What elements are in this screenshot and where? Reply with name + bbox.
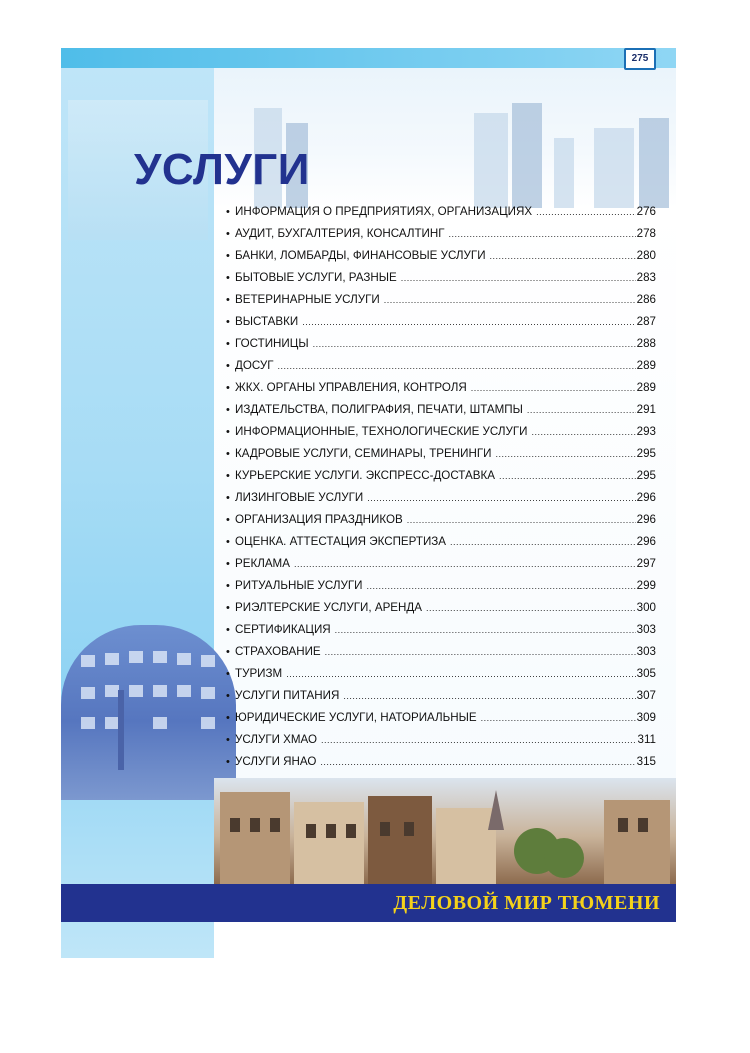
toc-item-page: 296 — [636, 513, 656, 526]
toc-item-page: 297 — [636, 557, 656, 570]
monument-spire — [118, 690, 124, 770]
toc-item-page: 305 — [636, 667, 656, 680]
toc-item[interactable] — [226, 623, 656, 645]
bullet-icon: • — [226, 514, 230, 526]
toc-item-page: 293 — [636, 425, 656, 438]
toc-item-label: ИЗДАТЕЛЬСТВА, ПОЛИГРАФИЯ, ПЕЧАТИ, ШТАМПЫ — [235, 403, 523, 416]
dot-leader — [313, 339, 636, 349]
toc-item-page: 315 — [636, 755, 656, 768]
toc-item[interactable] — [226, 249, 656, 271]
bullet-icon: • — [226, 382, 230, 394]
toc-item-label: ОРГАНИЗАЦИЯ ПРАЗДНИКОВ — [235, 513, 403, 526]
toc-item[interactable] — [226, 601, 656, 623]
toc-item[interactable] — [226, 293, 656, 315]
banner-title: ДЕЛОВОЙ МИР ТЮМЕНИ — [393, 892, 660, 914]
toc-item[interactable] — [226, 557, 656, 579]
dot-leader — [302, 317, 635, 327]
toc-item-page: 288 — [636, 337, 656, 350]
toc-item[interactable] — [226, 359, 656, 381]
toc-item-page: 307 — [636, 689, 656, 702]
toc-item[interactable] — [226, 733, 656, 755]
bullet-icon: • — [226, 668, 230, 680]
dot-leader — [532, 427, 636, 437]
toc-item-label: ЮРИДИЧЕСКИЕ УСЛУГИ, НАТОРИАЛЬНЫЕ — [235, 711, 477, 724]
toc-item[interactable] — [226, 381, 656, 403]
dot-leader — [294, 559, 636, 569]
toc-item-label: ВЕТЕРИНАРНЫЕ УСЛУГИ — [235, 293, 380, 306]
church-spire — [488, 790, 504, 830]
bullet-icon: • — [226, 272, 230, 284]
section-title: УСЛУГИ — [134, 145, 310, 194]
toc-item-page: 296 — [636, 535, 656, 548]
bullet-icon: • — [226, 492, 230, 504]
toc-item[interactable] — [226, 403, 656, 425]
dot-leader — [335, 625, 636, 635]
dot-leader — [426, 603, 636, 613]
bullet-icon: • — [226, 360, 230, 372]
toc-item-page: 296 — [636, 491, 656, 504]
street-photo — [214, 778, 676, 884]
bullet-icon: • — [226, 228, 230, 240]
dot-leader — [325, 647, 636, 657]
toc-item[interactable] — [226, 469, 656, 491]
dot-leader — [407, 515, 636, 525]
bullet-icon: • — [226, 470, 230, 482]
toc-item-page: 289 — [636, 381, 656, 394]
toc-item-label: КУРЬЕРСКИЕ УСЛУГИ. ЭКСПРЕСС-ДОСТАВКА — [235, 469, 495, 482]
toc-list — [226, 205, 656, 777]
toc-item-page: 303 — [636, 623, 656, 636]
toc-item-label: БАНКИ, ЛОМБАРДЫ, ФИНАНСОВЫЕ УСЛУГИ — [235, 249, 486, 262]
toc-item[interactable] — [226, 645, 656, 667]
toc-item-page: 289 — [636, 359, 656, 372]
toc-item[interactable] — [226, 579, 656, 601]
bullet-icon: • — [226, 558, 230, 570]
toc-item[interactable] — [226, 491, 656, 513]
toc-item-label: РИТУАЛЬНЫЕ УСЛУГИ — [235, 579, 363, 592]
bullet-icon: • — [226, 316, 230, 328]
toc-item-label: БЫТОВЫЕ УСЛУГИ, РАЗНЫЕ — [235, 271, 397, 284]
toc-item-page: 286 — [636, 293, 656, 306]
toc-item-page: 276 — [636, 205, 656, 218]
bullet-icon: • — [226, 580, 230, 592]
toc-item-label: АУДИТ, БУХГАЛТЕРИЯ, КОНСАЛТИНГ — [235, 227, 445, 240]
page-number: 275 — [624, 48, 656, 70]
bullet-icon: • — [226, 206, 230, 218]
toc-item-page: 299 — [636, 579, 656, 592]
toc-item-label: СТРАХОВАНИЕ — [235, 645, 321, 658]
toc-item[interactable] — [226, 315, 656, 337]
bullet-icon: • — [226, 624, 230, 636]
bullet-icon: • — [226, 536, 230, 548]
toc-item-page: 291 — [636, 403, 656, 416]
toc-item-page: 300 — [636, 601, 656, 614]
toc-item-label: РЕКЛАМА — [235, 557, 290, 570]
dot-leader — [321, 735, 636, 745]
toc-item[interactable] — [226, 271, 656, 293]
dot-leader — [367, 493, 635, 503]
toc-item-label: ГОСТИНИЦЫ — [235, 337, 309, 350]
dot-leader — [320, 757, 635, 767]
bullet-icon: • — [226, 404, 230, 416]
toc-item-label: УСЛУГИ ЯНАО — [235, 755, 317, 768]
toc-item[interactable] — [226, 227, 656, 249]
toc-item-page: 309 — [636, 711, 656, 724]
toc-item[interactable] — [226, 689, 656, 711]
toc-item[interactable] — [226, 667, 656, 689]
toc-item-page: 287 — [636, 315, 656, 328]
toc-item-label: ЛИЗИНГОВЫЕ УСЛУГИ — [235, 491, 364, 504]
toc-item-page: 303 — [636, 645, 656, 658]
dot-leader — [401, 273, 636, 283]
dot-leader — [527, 405, 636, 415]
top-color-bar — [61, 48, 676, 68]
toc-item-page: 280 — [636, 249, 656, 262]
toc-item[interactable] — [226, 755, 656, 777]
dot-leader — [481, 713, 636, 723]
toc-item-label: РИЭЛТЕРСКИЕ УСЛУГИ, АРЕНДА — [235, 601, 422, 614]
toc-item[interactable] — [226, 205, 656, 227]
toc-item-label: ТУРИЗМ — [235, 667, 283, 680]
bullet-icon: • — [226, 602, 230, 614]
dot-leader — [384, 295, 636, 305]
dot-leader — [499, 471, 636, 481]
dot-leader — [366, 581, 635, 591]
toc-item-label: ВЫСТАВКИ — [235, 315, 299, 328]
toc-item[interactable] — [226, 535, 656, 557]
bullet-icon: • — [226, 294, 230, 306]
bullet-icon: • — [226, 734, 230, 746]
toc-item[interactable] — [226, 337, 656, 359]
toc-item-page: 295 — [636, 469, 656, 482]
bullet-icon: • — [226, 426, 230, 438]
toc-item-label: УСЛУГИ ПИТАНИЯ — [235, 689, 340, 702]
bullet-icon: • — [226, 712, 230, 724]
bullet-icon: • — [226, 690, 230, 702]
toc-item-page: 283 — [636, 271, 656, 284]
bullet-icon: • — [226, 250, 230, 262]
toc-item[interactable] — [226, 711, 656, 733]
toc-item-label: КАДРОВЫЕ УСЛУГИ, СЕМИНАРЫ, ТРЕНИНГИ — [235, 447, 492, 460]
toc-item[interactable] — [226, 425, 656, 447]
rotunda-building-image — [61, 625, 236, 800]
toc-item[interactable] — [226, 447, 656, 469]
toc-item-label: СЕРТИФИКАЦИЯ — [235, 623, 331, 636]
toc-item-label: ЖКХ. ОРГАНЫ УПРАВЛЕНИЯ, КОНТРОЛЯ — [235, 381, 467, 394]
dot-leader — [449, 229, 636, 239]
toc-item-page: 295 — [636, 447, 656, 460]
bullet-icon: • — [226, 448, 230, 460]
bullet-icon: • — [226, 646, 230, 658]
toc-item[interactable] — [226, 513, 656, 535]
dot-leader — [343, 691, 635, 701]
toc-item-label: ИНФОРМАЦИЯ О ПРЕДПРИЯТИЯХ, ОРГАНИЗАЦИЯХ — [235, 205, 533, 218]
toc-item-label: ИНФОРМАЦИОННЫЕ, ТЕХНОЛОГИЧЕСКИЕ УСЛУГИ — [235, 425, 528, 438]
bullet-icon: • — [226, 338, 230, 350]
dot-leader — [278, 361, 636, 371]
dot-leader — [495, 449, 635, 459]
dot-leader — [450, 537, 636, 547]
toc-item-label: ОЦЕНКА. АТТЕСТАЦИЯ ЭКСПЕРТИЗА — [235, 535, 447, 548]
dot-leader — [286, 669, 635, 679]
bullet-icon: • — [226, 756, 230, 768]
toc-item-page: 278 — [636, 227, 656, 240]
toc-item-page: 311 — [637, 733, 656, 746]
dot-leader — [536, 207, 636, 217]
dot-leader — [471, 383, 636, 393]
toc-item-label: ДОСУГ — [235, 359, 274, 372]
toc-item-label: УСЛУГИ ХМАО — [235, 733, 318, 746]
dot-leader — [490, 251, 636, 261]
